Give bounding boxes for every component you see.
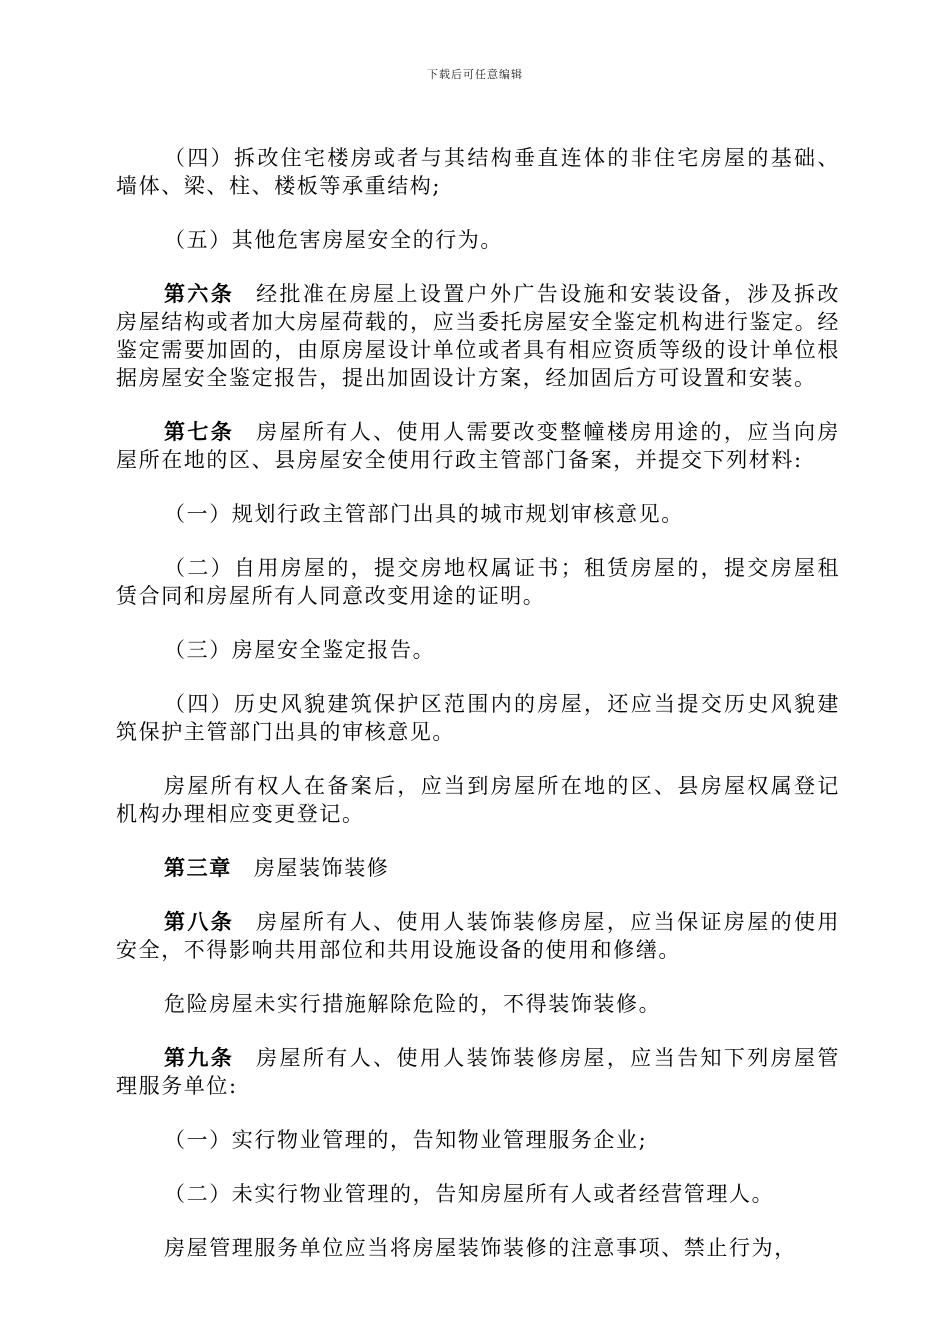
clause-4-paragraph	[116, 144, 840, 200]
document-body	[116, 144, 840, 1288]
paragraph-text: 房屋管理服务单位应当将房屋装饰装修的注意事项、禁止行为，	[164, 1236, 797, 1260]
page-header: 下载后可任意编辑	[427, 68, 523, 81]
material-2-paragraph	[116, 554, 840, 610]
paragraph-text: （四）拆改住宅楼房或者与其结构垂直连体的非住宅房屋的基础、墙体、梁、柱、楼板等承重结构;	[116, 146, 840, 198]
article-6-paragraph	[116, 280, 840, 392]
material-4-paragraph	[116, 690, 840, 746]
chapter-3-heading	[116, 854, 840, 882]
paragraph-text: （五）其他危害房屋安全的行为。	[164, 228, 503, 252]
chapter-title: 房屋装饰装修	[253, 856, 390, 880]
paragraph-text: 危险房屋未实行措施解除危险的，不得装饰装修。	[164, 992, 662, 1016]
paragraph-text: （四）历史风貌建筑保护区范围内的房屋，还应当提交历史风貌建筑保护主管部门出具的审核意见。	[116, 692, 840, 744]
paragraph-text: （一）规划行政主管部门出具的城市规划审核意见。	[164, 502, 684, 526]
paragraph-text: （二）未实行物业管理的，告知房屋所有人或者经营管理人。	[164, 1182, 775, 1206]
paragraph-text: 房屋所有人、使用人装饰装修房屋，应当保证房屋的使用安全，不得影响共用部位和共用设施设备的使用和修缮。	[116, 910, 840, 962]
paragraph-text: 房屋所有人、使用人需要改变整幢楼房用途的，应当向房屋所在地的区、县房屋安全使用行政主管部门备案，并提交下列材料:	[116, 420, 840, 472]
registration-paragraph	[116, 772, 840, 828]
paragraph-text: （二）自用房屋的，提交房地权属证书；租赁房屋的，提交房屋租赁合同和房屋所有人同意改变用途的证明。	[116, 556, 840, 608]
paragraph-text: 经批准在房屋上设置户外广告设施和安装设备，涉及拆改房屋结构或者加大房屋荷载的，应当委托房屋安全鉴定机构进行鉴定。经鉴定需要加固的，由原房屋设计单位或者具有相应资质等级的设计单位根据房屋安全鉴定报告，提出加固设计方案，经加固后方可设置和安装。	[116, 282, 840, 390]
material-3-paragraph	[116, 636, 840, 664]
article-9-paragraph	[116, 1044, 840, 1100]
service-unit-2-paragraph	[116, 1180, 840, 1208]
article-8-paragraph	[116, 908, 840, 964]
article-number: 第七条	[164, 419, 235, 444]
service-unit-1-paragraph	[116, 1126, 840, 1154]
paragraph-text: 房屋所有权人在备案后，应当到房屋所在地的区、县房屋权属登记机构办理相应变更登记。	[116, 774, 840, 826]
management-duty-paragraph	[116, 1234, 840, 1262]
article-number: 第九条	[164, 1045, 235, 1070]
article-number: 第八条	[164, 909, 235, 934]
chapter-number: 第三章	[164, 855, 232, 880]
article-7-paragraph	[116, 418, 840, 474]
clause-5-paragraph	[116, 226, 840, 254]
paragraph-text: （三）房屋安全鉴定报告。	[164, 638, 436, 662]
article-number: 第六条	[164, 281, 235, 306]
paragraph-text: 房屋所有人、使用人装饰装修房屋，应当告知下列房屋管理服务单位:	[116, 1046, 840, 1098]
dangerous-house-paragraph	[116, 990, 840, 1018]
paragraph-text: （一）实行物业管理的，告知物业管理服务企业;	[164, 1128, 648, 1152]
material-1-paragraph	[116, 500, 840, 528]
